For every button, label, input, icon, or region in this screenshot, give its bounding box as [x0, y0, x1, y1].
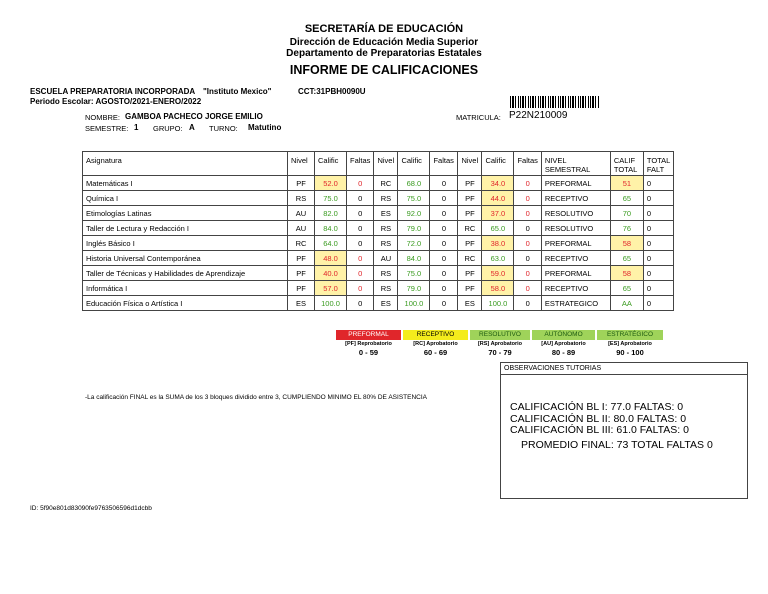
table-cell-nivel: ESTRATEGICO [541, 296, 610, 311]
table-cell-n3: PF [458, 236, 482, 251]
table-cell-c3: 44.0 [482, 191, 514, 206]
table-cell-f3: 0 [514, 176, 541, 191]
table-row [83, 191, 674, 206]
semestre-value: 1 [134, 123, 139, 132]
table-cell-f3: 0 [514, 266, 541, 281]
table-cell-nivel: PREFORMAL [541, 176, 610, 191]
table-cell-n1: PF [288, 281, 315, 296]
table-cell-f2: 0 [430, 206, 458, 221]
table-cell-f2: 0 [430, 221, 458, 236]
calif-bl1: CALIFICACIÓN BL I: 77.0 FALTAS: 0 [510, 401, 684, 413]
table-cell-n2: RS [374, 191, 398, 206]
table-cell-c3: 63.0 [482, 251, 514, 266]
table-cell-f1: 0 [347, 236, 374, 251]
table-cell-faltas: 0 [643, 176, 673, 191]
table-cell-n2: RS [374, 236, 398, 251]
legend-code: [PF] Reprobatorio [345, 341, 392, 347]
legend-item [597, 330, 663, 358]
table-cell-n3: RC [458, 251, 482, 266]
table-row [83, 206, 674, 221]
table-cell-asignatura: Inglés Básico I [83, 236, 288, 251]
school-name: ESCUELA PREPARATORIA INCORPORADA [30, 87, 196, 96]
legend-item [403, 330, 468, 358]
table-cell-f2: 0 [430, 266, 458, 281]
legend-code: [RS] Aprobatorio [477, 341, 523, 347]
table-cell-n3: ES [458, 296, 482, 311]
table-cell-total: 65 [610, 251, 643, 266]
table-cell-asignatura: Historia Universal Contemporánea [83, 251, 288, 266]
table-cell-c1: 57.0 [315, 281, 347, 296]
table-row [83, 176, 674, 191]
table-cell-f2: 0 [430, 236, 458, 251]
table-cell-f3: 0 [514, 236, 541, 251]
table-cell-c3: 65.0 [482, 221, 514, 236]
table-cell-total: 51 [610, 176, 643, 191]
grupo-label: GRUPO: [153, 124, 183, 133]
observaciones-box [500, 362, 748, 499]
table-cell-c1: 48.0 [315, 251, 347, 266]
table-cell-c1: 75.0 [315, 191, 347, 206]
col-header: TOTAL FALT [643, 152, 673, 176]
table-cell-n1: RS [288, 191, 315, 206]
col-header: Nivel [374, 152, 398, 176]
legend-range: 90 - 100 [616, 348, 644, 357]
informe-title: INFORME DE CALIFICACIONES [289, 63, 479, 77]
table-cell-asignatura: Matemáticas I [83, 176, 288, 191]
table-cell-f3: 0 [514, 251, 541, 266]
table-cell-c3: 59.0 [482, 266, 514, 281]
table-cell-f1: 0 [347, 221, 374, 236]
legend-range: 70 - 79 [488, 348, 512, 357]
barcode [510, 96, 599, 108]
table-cell-n1: PF [288, 251, 315, 266]
col-header: Calific [482, 152, 514, 176]
legend-range: 60 - 69 [423, 348, 448, 357]
table-cell-faltas: 0 [643, 221, 673, 236]
table-cell-total: 58 [610, 266, 643, 281]
legend-range: 80 - 89 [551, 348, 576, 357]
col-header: Calific [398, 152, 430, 176]
table-cell-n2: RS [374, 221, 398, 236]
table-cell-f1: 0 [347, 281, 374, 296]
table-cell-nivel: RECEPTIVO [541, 281, 610, 296]
semestre-label: SEMESTRE: [85, 124, 129, 133]
legend-item [532, 330, 595, 358]
table-cell-c3: 34.0 [482, 176, 514, 191]
table-cell-total: 65 [610, 191, 643, 206]
promedio-final: PROMEDIO FINAL: 73 TOTAL FALTAS 0 [521, 439, 713, 451]
col-header: Asignatura [83, 152, 288, 176]
table-row [83, 281, 674, 296]
table-cell-n3: PF [458, 206, 482, 221]
table-cell-faltas: 0 [643, 281, 673, 296]
table-cell-asignatura: Etimologías Latinas [83, 206, 288, 221]
table-cell-asignatura: Informática I [83, 281, 288, 296]
legend-code: [RC] Aprobatorio [413, 341, 458, 347]
legend-band: PREFORMAL [336, 330, 401, 340]
table-cell-f1: 0 [347, 251, 374, 266]
secretaria-title: SECRETARÍA DE EDUCACIÓN [304, 23, 464, 35]
table-cell-total: 58 [610, 236, 643, 251]
table-cell-c2: 84.0 [398, 251, 430, 266]
table-cell-f3: 0 [514, 221, 541, 236]
table-cell-f1: 0 [347, 296, 374, 311]
table-cell-f3: 0 [514, 296, 541, 311]
table-cell-nivel: RESOLUTIVO [541, 206, 610, 221]
nombre-label: NOMBRE: [85, 113, 121, 122]
table-cell-f1: 0 [347, 191, 374, 206]
table-cell-c2: 75.0 [398, 266, 430, 281]
matricula-value: P22N210009 [509, 110, 568, 121]
table-header-row [83, 152, 674, 176]
school-cct: CCT:31PBH0090U [298, 87, 366, 96]
calif-bl2: CALIFICACIÓN BL II: 80.0 FALTAS: 0 [510, 413, 687, 425]
table-cell-c1: 84.0 [315, 221, 347, 236]
table-cell-faltas: 0 [643, 206, 673, 221]
legend-item [470, 330, 530, 358]
table-cell-c1: 52.0 [315, 176, 347, 191]
legend-band: ESTRATÉGICO [597, 330, 663, 340]
legend-range: 0 - 59 [358, 348, 379, 357]
table-cell-n1: AU [288, 221, 315, 236]
direccion-title: Dirección de Educación Media Superior [289, 37, 479, 48]
grupo-value: A [189, 123, 195, 132]
table-cell-c1: 64.0 [315, 236, 347, 251]
table-row [83, 266, 674, 281]
school-periodo: Periodo Escolar: AGOSTO/2021-ENERO/2022 [30, 97, 202, 106]
table-cell-n1: PF [288, 266, 315, 281]
table-cell-n3: RC [458, 221, 482, 236]
table-cell-n3: PF [458, 176, 482, 191]
table-cell-faltas: 0 [643, 266, 673, 281]
legend-band: AUTÓNOMO [532, 330, 595, 340]
table-cell-f2: 0 [430, 191, 458, 206]
legend-code: [AU] Aprobatorio [541, 341, 586, 347]
table-cell-n2: RS [374, 266, 398, 281]
col-header: Calific [315, 152, 347, 176]
legend-band: RESOLUTIVO [470, 330, 530, 340]
table-cell-asignatura: Taller de Lectura y Redacción I [83, 221, 288, 236]
turno-label: TURNO: [209, 124, 238, 133]
table-cell-c2: 79.0 [398, 221, 430, 236]
col-header: Nivel [288, 152, 315, 176]
table-cell-c2: 92.0 [398, 206, 430, 221]
table-cell-f1: 0 [347, 266, 374, 281]
table-cell-n2: ES [374, 296, 398, 311]
table-cell-n1: ES [288, 296, 315, 311]
table-cell-n1: PF [288, 176, 315, 191]
grades-table [82, 151, 674, 311]
legend-item [336, 330, 401, 358]
calif-bl3: CALIFICACIÓN BL III: 61.0 FALTAS: 0 [510, 424, 689, 436]
table-row [83, 236, 674, 251]
table-cell-faltas: 0 [643, 191, 673, 206]
table-cell-f1: 0 [347, 176, 374, 191]
table-cell-c1: 40.0 [315, 266, 347, 281]
table-cell-total: 76 [610, 221, 643, 236]
school-institute: "Instituto Mexico" [203, 87, 272, 96]
col-header: Nivel [458, 152, 482, 176]
table-cell-n2: ES [374, 206, 398, 221]
document-id: ID: 5f90e801d83090fe9763506596d1dcbb [30, 505, 152, 512]
table-cell-total: 65 [610, 281, 643, 296]
table-cell-c2: 68.0 [398, 176, 430, 191]
table-cell-total: 70 [610, 206, 643, 221]
table-cell-n1: RC [288, 236, 315, 251]
table-cell-c2: 79.0 [398, 281, 430, 296]
table-cell-f2: 0 [430, 251, 458, 266]
table-cell-nivel: RESOLUTIVO [541, 221, 610, 236]
table-cell-f3: 0 [514, 281, 541, 296]
table-cell-asignatura: Química I [83, 191, 288, 206]
col-header: Faltas [347, 152, 374, 176]
table-cell-nivel: PREFORMAL [541, 236, 610, 251]
table-cell-n2: RS [374, 281, 398, 296]
student-name: GAMBOA PACHECO JORGE EMILIO [125, 112, 263, 121]
table-cell-c1: 100.0 [315, 296, 347, 311]
turno-value: Matutino [248, 123, 282, 132]
matricula-label: MATRICULA: [456, 113, 501, 122]
table-cell-n2: AU [374, 251, 398, 266]
table-cell-nivel: PREFORMAL [541, 266, 610, 281]
table-cell-nivel: RECEPTIVO [541, 191, 610, 206]
observaciones-title: OBSERVACIONES TUTORIAS [501, 363, 747, 375]
table-cell-c3: 38.0 [482, 236, 514, 251]
table-cell-f2: 0 [430, 176, 458, 191]
table-cell-c3: 37.0 [482, 206, 514, 221]
table-cell-faltas: 0 [643, 236, 673, 251]
table-cell-asignatura: Taller de Técnicas y Habilidades de Aprendizaje [83, 266, 288, 281]
table-cell-faltas: 0 [643, 251, 673, 266]
table-cell-n2: RC [374, 176, 398, 191]
table-cell-faltas: 0 [643, 296, 673, 311]
table-cell-c2: 75.0 [398, 191, 430, 206]
legend-code: [ES] Aprobatorio [608, 341, 652, 347]
table-cell-f3: 0 [514, 191, 541, 206]
table-cell-c3: 58.0 [482, 281, 514, 296]
table-cell-c2: 100.0 [398, 296, 430, 311]
departamento-title: Departamento de Preparatorias Estatales [286, 48, 482, 59]
table-cell-n3: PF [458, 266, 482, 281]
table-cell-n3: PF [458, 281, 482, 296]
col-header: Faltas [514, 152, 541, 176]
table-cell-f2: 0 [430, 296, 458, 311]
table-cell-asignatura: Educación Física o Artística I [83, 296, 288, 311]
col-header: CALIF TOTAL [610, 152, 643, 176]
legend-band: RECEPTIVO [403, 330, 468, 340]
table-cell-total: AA [610, 296, 643, 311]
table-cell-n1: AU [288, 206, 315, 221]
table-cell-nivel: RECEPTIVO [541, 251, 610, 266]
col-header: Faltas [430, 152, 458, 176]
table-cell-c3: 100.0 [482, 296, 514, 311]
table-cell-c1: 82.0 [315, 206, 347, 221]
table-cell-n3: PF [458, 191, 482, 206]
table-cell-f1: 0 [347, 206, 374, 221]
grading-note: -La calificación FINAL es la SUMA de los 3 bloques dividido entre 3, CUMPLIENDO MINIMO EL 80% DE ASISTENCIA [85, 394, 427, 401]
table-cell-c2: 72.0 [398, 236, 430, 251]
table-row [83, 221, 674, 236]
table-cell-f2: 0 [430, 281, 458, 296]
table-row [83, 296, 674, 311]
table-cell-f3: 0 [514, 206, 541, 221]
col-header: NIVEL SEMESTRAL [541, 152, 610, 176]
table-row [83, 251, 674, 266]
